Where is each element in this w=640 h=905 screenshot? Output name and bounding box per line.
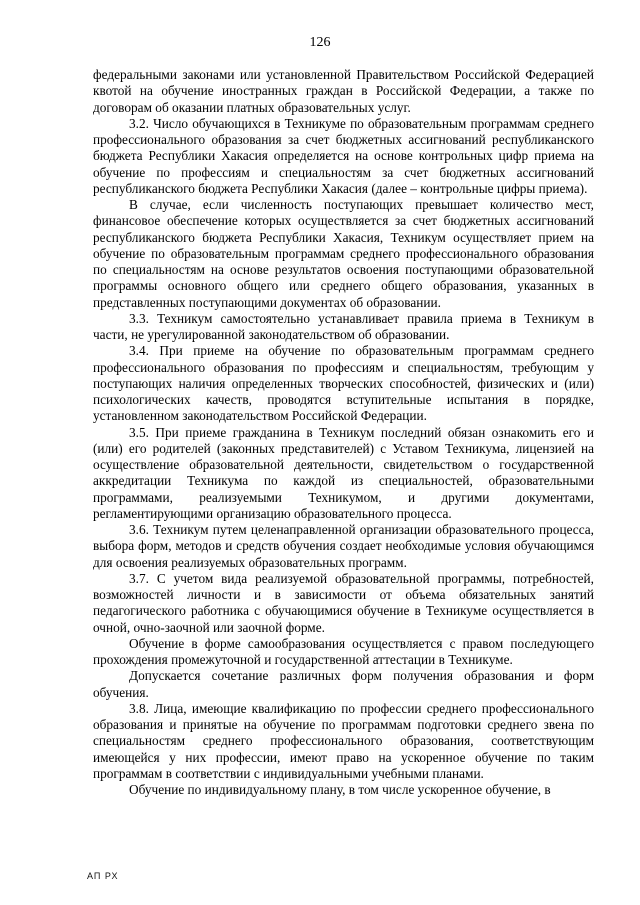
paragraph-3-7: 3.7. С учетом вида реализуемой образовательной программы, потребностей, возможностей личности и в зависимости от объема обязательных занятий педагогического работника с обучающимися обучение в Техникуме осуществляется в очной, очно-заочной или заочной форме.	[93, 570, 594, 635]
footer-mark: АП РХ	[87, 871, 119, 881]
paragraph-self-education: Обучение в форме самообразования осуществляется с правом последующего прохождения промежуточной и государственной аттестации в Техникуме.	[93, 635, 594, 667]
paragraph-competitive-admission: В случае, если численность поступающих превышает количество мест, финансовое обеспечение которых осуществляется за счет бюджетных ассигнований республиканского бюджета Республики Хакасия, Техникум осуществляет прием на обучение по образовательным программам среднего профессионального образования по специальностям на основе результатов освоения поступающими образовательной программы основного общего или среднего общего образования, указанных в представленных поступающими документах об образовании.	[93, 197, 594, 310]
paragraph-3-5: 3.5. При приеме гражданина в Техникум последний обязан ознакомить его и (или) его родителей (законных представителей) с Уставом Техникума, лицензией на осуществление образовательной деятельности, свидетельством о государственной аккредитации Техникума по каждой из специальностей, образовательными программами, реализуемыми Техникумом, и другими документами, регламентирующими организацию образовательного процесса.	[93, 424, 594, 521]
page-number: 126	[309, 35, 331, 50]
paragraph-3-3: 3.3. Техникум самостоятельно устанавливает правила приема в Техникум в части, не урегулированной законодательством об образовании.	[93, 310, 594, 342]
paragraph-continuation: федеральными законами или установленной Правительством Российской Федерацией квотой на обучение иностранных граждан в Российской Федерации, а также по договорам об оказании платных образовательных услуг.	[93, 67, 594, 115]
paragraph-combined-forms: Допускается сочетание различных форм получения образования и форм обучения.	[93, 668, 594, 700]
paragraph-3-6: 3.6. Техникум путем целенаправленной организации образовательного процесса, выбора форм, методов и средств обучения создает необходимые условия обучающимся для освоения реализуемых образовательных программ.	[93, 522, 594, 570]
paragraph-3-4: 3.4. При приеме на обучение по образовательным программам среднего профессионального образования по профессиям и специальностям, требующим у поступающих наличия определенных творческих способностей, физических и (или) психологических качеств, проводятся вступительные испытания в порядке, установленном законодательством Российской Федерации.	[93, 343, 594, 424]
paragraph-individual-plan: Обучение по индивидуальному плану, в том числе ускоренное обучение, в	[129, 782, 551, 797]
document-body	[93, 67, 594, 798]
paragraph-3-2: 3.2. Число обучающихся в Техникуме по образовательным программам среднего профессионального образования за счет бюджетных ассигнований республиканского бюджета Республики Хакасия определяется на основе контрольных цифр приема на обучение по профессиям и специальностям за счет бюджетных ассигнований республиканского бюджета Республики Хакасия (далее – контрольные цифры приема).	[93, 115, 594, 196]
paragraph-3-8: 3.8. Лица, имеющие квалификацию по профессии среднего профессионального образования и принятые на обучение по программам подготовки среднего звена по специальностям среднего профессионального образования, соответствующим имеющейся у них профессии, имеют право на ускоренное обучение по таким программам в соответствии с индивидуальными учебными планами.	[93, 700, 594, 781]
